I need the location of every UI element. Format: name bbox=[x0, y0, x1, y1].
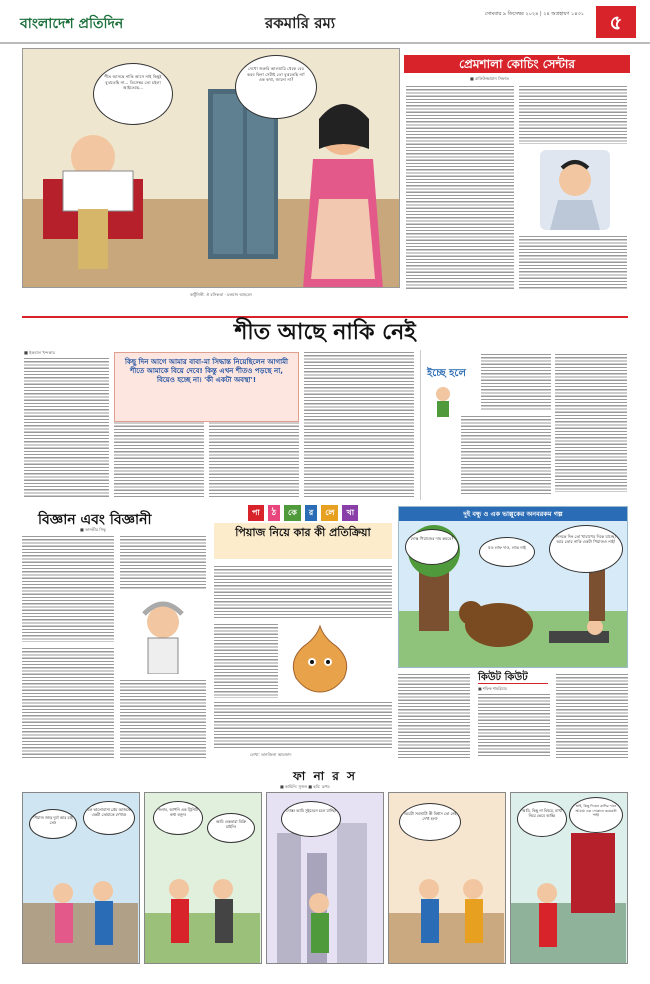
bigyan-illustration bbox=[120, 594, 206, 674]
speech-bubble-left: শীত আসছে নাকি আসে নাই কিছুই বুঝতেছি না... ডিসেম্বর তো চইলা আইতেছে... bbox=[93, 63, 173, 125]
funnel-panel bbox=[266, 792, 384, 964]
funnel-bubble-3: জনাব, আপনি এক ট্রিনিটি কথা বলুন! bbox=[153, 801, 203, 835]
banner-letter: কে bbox=[284, 505, 301, 521]
coaching-text-col1 bbox=[406, 84, 514, 289]
bigyan-text-col2 bbox=[120, 534, 206, 590]
date-line: সোমবার ৯ ডিসেম্বর ২০২৪ | ২৪ অগ্রহায়ণ ১৪৩১ bbox=[484, 11, 584, 17]
pathok-text-top bbox=[214, 564, 392, 618]
pathok-banner bbox=[214, 505, 392, 521]
funnel-bubble-6: বিয়েটা সমস্যাটা কী বিশ্বাস তো নেই দেখা হল? bbox=[399, 803, 461, 841]
cartoon-illustration bbox=[23, 49, 400, 288]
funnel-panel bbox=[388, 792, 506, 964]
banner-letter: র bbox=[305, 505, 317, 521]
kiut-title: কিউট কিউট bbox=[478, 670, 548, 684]
bear-title: দুই বন্ধু ও এক ভাল্লুকের অনবরকম গল্প bbox=[399, 507, 627, 521]
page-number: ৫ bbox=[596, 6, 636, 38]
sheet-pullquote: কিছু দিন আগে আমার বাবা-মা সিদ্ধান্ত নিয়েছিলেন আগামী শীতে আমাকে বিয়ে দেবে! কিন্তু এখন শীতও পড়ছে না, বিয়েও হচ্ছে না। 'কী একটা অবস্থা'! bbox=[114, 352, 299, 422]
coaching-byline: ■ রাফিউজ্জামান সিফাত bbox=[470, 76, 509, 81]
banner-letter: পা bbox=[248, 505, 264, 521]
pathok-text-left bbox=[214, 622, 278, 698]
ichhe-text-b bbox=[555, 352, 627, 492]
pathok-credit: লেখা: তানজিলা আমজাদ bbox=[250, 752, 292, 757]
funnel-bubble-5: দোস্ত! আমি সুইডেনে চলে যাচ্ছি! bbox=[281, 801, 341, 837]
coaching-title: প্রেমশালা কোচিং সেন্টার bbox=[404, 55, 630, 73]
funnel-bubble-4: আমি একতারা বিক্রি চাইনি! bbox=[207, 813, 255, 843]
banner-letter: খা bbox=[342, 505, 358, 521]
ichhe-text-a bbox=[481, 352, 551, 410]
pathok-title: পিয়াজ নিয়ে কার কী প্রতিক্রিয়া bbox=[214, 523, 392, 559]
onion-illustration bbox=[280, 622, 360, 694]
funnel-bubble-7: আমি, কিছু না বিষয়ে, মাথা নিয়ে ভেবে আছি! bbox=[517, 801, 567, 837]
kiut-text-right bbox=[556, 672, 628, 758]
bear-bubble-2: দিনকে দিন তো খারাপের দিকে যাচ্ছে। আর তোর নাকি একটা পিয়াজও নাই! bbox=[549, 525, 623, 573]
funnel-bubble-2: চল ভালোবাসা প্রেম আজকে একটা তোমাকে দেখাব! bbox=[83, 801, 135, 835]
bigyan-text-col4 bbox=[120, 678, 206, 758]
funnel-credit: ■ কাহিনি: সুজন ■ ছবি: রূপম bbox=[280, 784, 330, 789]
masthead bbox=[0, 0, 650, 44]
funnel-panel bbox=[22, 792, 140, 964]
funnel-panel bbox=[144, 792, 262, 964]
speech-bubble-right: দেখো জরুরি আলমারি থেকে বের করব কিনা সেটাই তো বুঝতেছি না! এক কথা, জানো না? bbox=[235, 55, 317, 119]
banner-letter: লে bbox=[321, 505, 338, 521]
ichhe-text-c bbox=[461, 414, 551, 494]
bigyan-text-col3 bbox=[22, 646, 114, 758]
sheet-text-col1 bbox=[24, 356, 109, 498]
ichhe-title: ইচ্ছে হলে bbox=[427, 368, 466, 379]
funnel-strip bbox=[22, 792, 628, 964]
kiut-text-left bbox=[398, 672, 470, 758]
funnel-title: ফা না র স bbox=[293, 769, 357, 783]
ichhe-illustration bbox=[427, 384, 459, 424]
bigyan-byline: ■ তানভীর সিদ্ধু bbox=[80, 527, 106, 532]
coaching-text-col2b bbox=[519, 234, 627, 290]
sheet-text-col4 bbox=[304, 350, 414, 498]
sheet-byline: ■ ইকবাল খন্দকার bbox=[24, 350, 55, 355]
cartoon-caption: কার্টুনিস্ট: ঐ রসিকতা · চলমান আহমেদ bbox=[190, 292, 253, 297]
banner-letter: ঠ bbox=[268, 505, 280, 521]
cartoon-panel bbox=[22, 48, 400, 288]
funnel-bubble-8: ভাই, কিছু দিয়েন কাদির দানে আমায় এক দোকানে কয়েকটা পাই! bbox=[569, 797, 623, 833]
bear-bubble-1: দোস্ত পিয়াজের দাম কমবে? bbox=[405, 529, 459, 565]
logo: বাংলাদেশ প্রতিদিন bbox=[20, 16, 124, 32]
bigyan-title: বিজ্ঞান এবং বিজ্ঞানী bbox=[38, 512, 152, 528]
funnel-bubble-1: পিয়াজ জাড় দুর্মা আর চাই তো! bbox=[29, 809, 77, 839]
coaching-illustration bbox=[540, 150, 610, 230]
bear-panel bbox=[398, 506, 628, 668]
coaching-text-col2 bbox=[519, 84, 627, 144]
kiut-text-mid bbox=[478, 692, 550, 758]
bear-bubble-3: যত লাফ দাও, লাভ নাই bbox=[479, 537, 535, 567]
funnel-panel bbox=[510, 792, 628, 964]
sheet-title: শীত আছে নাকি নেই bbox=[22, 316, 628, 346]
section-title: রকমারি রম্য bbox=[265, 14, 336, 32]
bigyan-text-col1 bbox=[22, 534, 114, 642]
pathok-text-bottom bbox=[214, 700, 392, 750]
ichhe-box bbox=[420, 350, 628, 500]
kiut-byline: ■ শফিক শাহরিয়ার bbox=[478, 686, 507, 691]
